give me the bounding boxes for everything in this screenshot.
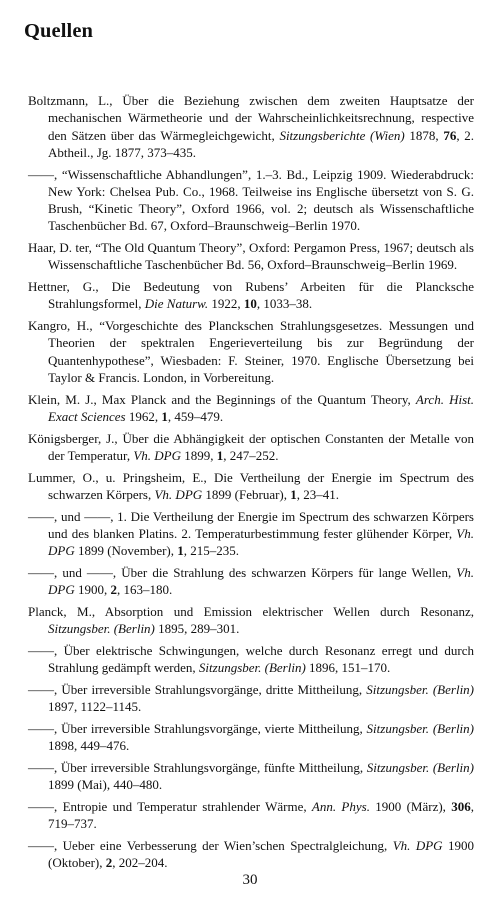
reference-text: , 1033–38. (256, 296, 313, 312)
reference-entry (28, 798, 474, 833)
page-number: 30 (242, 872, 258, 888)
reference-entry (28, 642, 474, 677)
reference-text: 1900 (Oktober), (48, 837, 474, 871)
reference-entry (28, 239, 474, 274)
reference-text: Hettner, G., Die Bedeutung von Rubens’ Arbeiten für die Plancksche Strahlungsformel, (28, 279, 474, 312)
reference-text: Lummer, O., u. Pringsheim, E., Die Vertheilung der Energie im Spectrum des schwarzen Körpers, (28, 469, 474, 502)
reference-text: 1899 (Februar), (202, 486, 291, 502)
reference-text: 1900 (März), (369, 798, 452, 814)
journal-title: Sitzungsber. (Berlin) (366, 759, 474, 775)
volume-number: 1 (290, 486, 297, 502)
journal-title: Arch. Hist. Exact Sciences (48, 391, 474, 424)
reference-entry (28, 759, 474, 794)
reference-entry (28, 508, 474, 560)
reference-text: 1895, 289–301. (154, 621, 240, 637)
reference-text: 1878, (404, 127, 444, 143)
volume-number: 306 (451, 798, 471, 814)
journal-title: Sitzungsber. (Berlin) (48, 621, 155, 637)
journal-title: Vh. DPG (133, 447, 181, 463)
reference-text: 1896, 151–170. (305, 660, 391, 676)
reference-text: , 163–180. (116, 582, 173, 598)
reference-entry (28, 469, 474, 504)
journal-title: Vh. DPG (154, 486, 203, 502)
reference-text: , 2. Abtheil., Jg. 1877, 373–435. (48, 127, 474, 160)
reference-text: ——, Entropie und Temperatur strahlender Wärme, (28, 798, 312, 814)
journal-title: Vh. DPG (48, 525, 474, 559)
reference-entry (28, 317, 474, 386)
reference-text: , 202–204. (112, 855, 168, 871)
reference-entry (28, 391, 474, 426)
reference-text: Kangro, H., “Vorgeschichte des Planckschen Strahlungsgesetzes. Messungen und Theorien der spektralen Engerieverteilung bis zur Begründung der Quantenhypothese”, Wiesbaden: F. Steiner, 1970. Englische Übersetzung bei Taylor & Francis. London, in Vorbereitung. (28, 318, 474, 386)
reference-entry (28, 603, 474, 638)
reference-entry (28, 564, 474, 599)
journal-title: Sitzungsberichte (Wien) (279, 127, 405, 143)
reference-text: Boltzmann, L., Über die Beziehung zwischen dem zweiten Hauptsatze der mechanischen Wärmetheorie und der Wahrscheinlichkeitsrechnung, respective den Sätzen über das Wärmegleichgewicht, (28, 93, 474, 143)
reference-list (28, 92, 474, 876)
reference-entry (28, 837, 474, 872)
volume-number: 1 (161, 409, 168, 424)
reference-text: ——, Über elektrische Schwingungen, welche durch Resonanz erregt und durch Strahlung gedämpft werden, (28, 642, 474, 676)
reference-text: 1898, 449–476. (48, 738, 130, 754)
journal-title: Sitzungsber. (Berlin) (198, 660, 306, 676)
reference-text: Haar, D. ter, “The Old Quantum Theory”, Oxford: Pergamon Press, 1967; deutsch als Wissenschaftliche Taschenbücher Bd. 56, Oxford–Braunschweig–Berlin 1969. (28, 240, 474, 273)
journal-title: Sitzungsber. (Berlin) (366, 720, 474, 736)
reference-text: ——, Über irreversible Strahlungsvorgänge, fünfte Mittheilung, (28, 759, 367, 775)
journal-title: Vh. DPG (392, 837, 443, 853)
reference-entry (28, 430, 474, 465)
volume-number: 2 (110, 582, 117, 598)
reference-entry (28, 681, 474, 716)
reference-text: ——, Über irreversible Strahlungsvorgänge, dritte Mittheilung, (28, 681, 367, 697)
reference-text: Planck, M., Absorption und Emission elektrischer Wellen durch Resonanz, (28, 603, 474, 619)
volume-number: 1 (177, 543, 184, 559)
reference-text: 1962, (125, 409, 162, 424)
reference-entry (28, 720, 474, 755)
reference-text: 1899 (November), (74, 543, 178, 559)
reference-text: 1900, (74, 582, 111, 598)
volume-number: 1 (216, 447, 224, 463)
reference-text: ——, Über irreversible Strahlungsvorgänge, vierte Mittheilung, (28, 720, 367, 736)
reference-text: ——, Ueber eine Verbesserung der Wien’schen Spectralgleichung, (28, 837, 393, 853)
reference-text: , 247–252. (223, 447, 279, 463)
reference-text: 1897, 1122–1145. (48, 699, 142, 715)
reference-text: , 459–479. (167, 409, 224, 424)
reference-entry (28, 166, 474, 235)
volume-number: 10 (243, 296, 257, 312)
reference-text: ——, und ——, Über die Strahlung des schwarzen Körpers für lange Wellen, (28, 564, 457, 580)
reference-text: ——, und ——, 1. Die Vertheilung der Energie im Spectrum des schwarzen Körpers und des blanken Platins. 2. Temperaturbestimmung fester glühender Körper, (28, 508, 474, 541)
journal-title: Sitzungsber. (Berlin) (366, 681, 475, 697)
volume-number: 2 (105, 855, 113, 871)
reference-text: Klein, M. J., Max Planck and the Beginnings of the Quantum Theory, (28, 391, 416, 407)
reference-text: ——, “Wissenschaftliche Abhandlungen”, 1.–3. Bd., Leipzig 1909. Wiederabdruck: New York: Chelsea Pub. Co., 1968. Teilweise ins Englische übersetzt von S. G. Brush, “Kinetic Theory”, Oxford 1966, vol. 2; deutsch als Wissenschaftliche Taschenbücher Bd. 67, Oxford–Braunschweig–Berlin 1970. (28, 166, 474, 234)
reference-text: , 23–41. (296, 486, 339, 502)
reference-text: , 719–737. (48, 798, 474, 832)
reference-text: , 215–235. (183, 543, 239, 559)
reference-text: 1922, (208, 296, 244, 312)
volume-number: 76 (443, 127, 457, 143)
journal-title: Vh. DPG (48, 564, 474, 598)
reference-text: Königsberger, J., Über die Abhängigkeit der optischen Constanten der Metalle von der Temperatur, (28, 430, 474, 463)
page-title: Quellen (24, 20, 94, 42)
journal-title: Ann. Phys. (311, 798, 370, 814)
reference-entry (28, 92, 474, 161)
reference-text: 1899, (181, 447, 217, 463)
reference-text: 1899 (Mai), 440–480. (48, 777, 163, 793)
journal-title: Die Naturw. (144, 296, 209, 312)
reference-entry (28, 278, 474, 313)
